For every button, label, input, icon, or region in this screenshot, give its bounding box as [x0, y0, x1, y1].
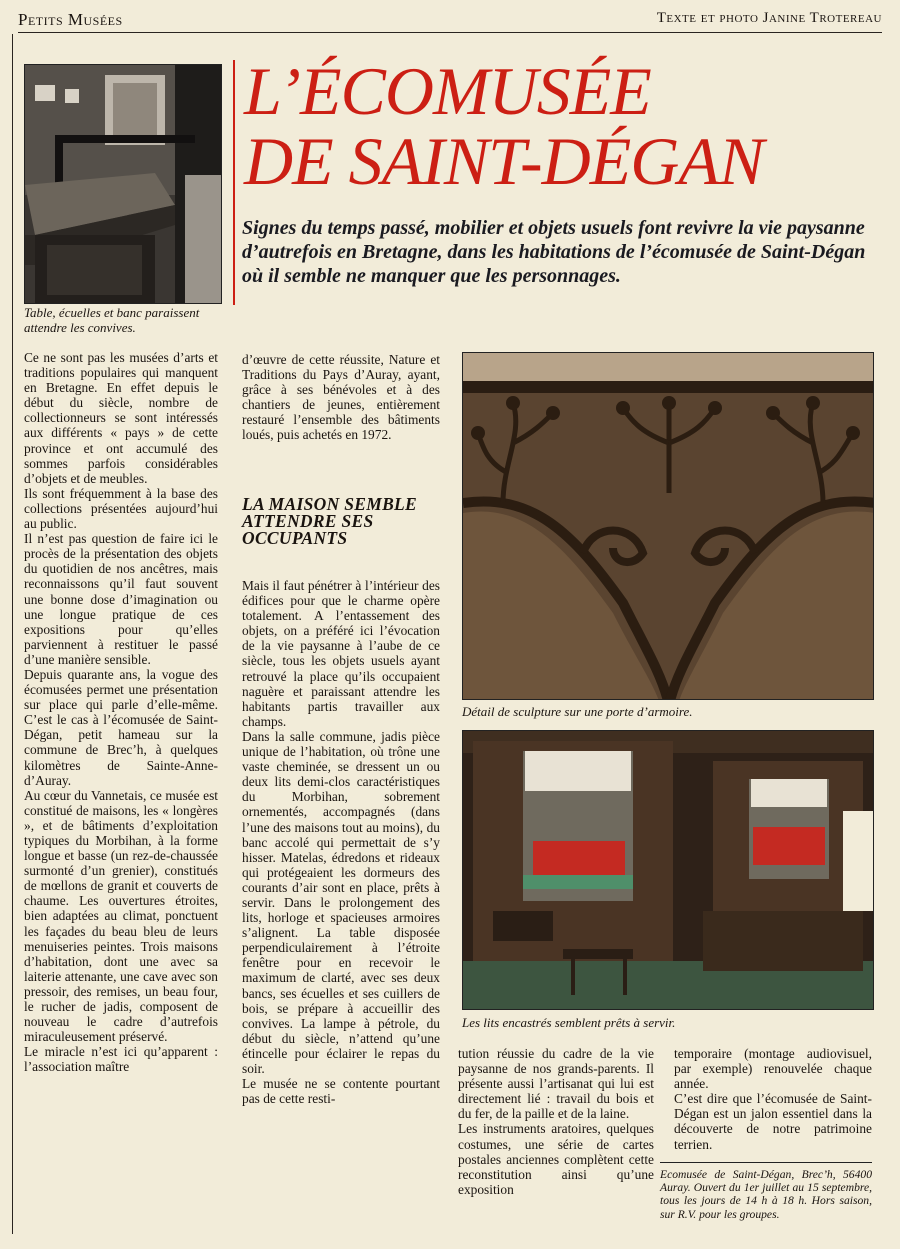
text-column-1: [24, 350, 218, 1075]
text-column-2a: [242, 352, 440, 443]
article-title: [244, 53, 884, 199]
title-rule: [233, 60, 235, 305]
text-column-3: [458, 1046, 654, 1197]
photo-carved-armoire: [462, 352, 874, 700]
section-label: Petits Musées: [18, 10, 123, 29]
text-column-4: [674, 1046, 872, 1152]
paragraph: d’œuvre de cette réussite, Nature et Traditions du Pays d’Auray, ayant, grâce à ses bénévoles et à des chantiers de jeunes, entièrement restauré l’ensemble des bâtiments loués, puis achetés en 1972.: [242, 352, 440, 443]
title-line-2: DE SAINT-DÉGAN: [244, 123, 764, 199]
paragraph: Le musée ne se contente pourtant pas de cette resti-: [242, 1076, 440, 1107]
paragraph: Il n’est pas question de faire ici le procès de la présentation des objets du quotidien de nos ancêtres, mais reconnaissons qu’il faut souvent une bonne dose d’imagination ou une longue pratique de ces expositions pour qu’elles parviennent à restituer le passé d’une manière sensible.: [24, 531, 218, 667]
paragraph: Dans la salle commune, jadis pièce unique de l’habitation, où trône une vaste cheminée, se dressent un ou deux lits demi-clos caractéristiques du Morbihan, sobrement ornementés, accompagnés (dans l’une des maisons tout au moins), du banc accolé qui permettait de s’y hisser. Matelas, édredons et rideaux qui protégeaient les dormeurs des courants d’air sont en place, prêts à servir. Dans le prolongement des lits, horloge et spacieuses armoires s’alignent. La table disposée perpendiculairement à l’étroite fenêtre pour en recevoir le maximum de clarté, avec ses deux bancs, ses écuelles et ses cuillers de bois, se prépare à accueillir des convives. La lampe à pétrole, du début du siècle, n’attend qu’une étincelle pour éclairer le repas du soir.: [242, 728, 440, 1076]
text-column-2b: [242, 578, 440, 1106]
paragraph: Les instruments aratoires, quelques costumes, une série de cartes postales anciennes complètent cette reconstitution ainsi qu’une exposition: [458, 1121, 654, 1197]
paragraph: tution réussie du cadre de la vie paysanne de nos grands-parents. Il présente aussi l’artisanat qui lui est directement lié : travail du bois et du fer, de la paille et de la laine.: [458, 1046, 654, 1122]
museum-info-box: Ecomusée de Saint-Dégan, Brec’h, 56400 Auray. Ouvert du 1er juillet au 15 septembre, tous les jours de 14 h à 18 h. Hors saison, sur R.V. pour les groupes.: [660, 1162, 872, 1221]
photo-box-beds: [462, 730, 874, 1010]
author-credit: Texte et photo Janine Trotereau: [656, 10, 882, 26]
paragraph: Mais il faut pénétrer à l’intérieur des édifices pour que le charme opère totalement. A l’entassement des objets, on a préféré ici l’évocation de la vie paysanne à l’aube de ce siècle, tous les objets usuels ayant retrouvé la place qu’ils occupaient naguère et paraissant attendre les habitants partis travailler aux champs.: [242, 578, 440, 729]
paragraph: Depuis quarante ans, la vogue des écomusées permet une présentation sur place qui parle d’elle-même. C’est le cas à l’écomusée de Saint-Dégan, petit hameau sur la commune de Brec’h, à quelques kilomètres de Sainte-Anne-d’Auray.: [24, 666, 218, 788]
paragraph: Ce ne sont pas les musées d’arts et traditions populaires qui manquent en Bretagne. En effet depuis le début du siècle, nombre de collectionneurs se sont intéressés aux différents « pays » de cette province et ont accumulé des sommes parfois considérables d’objets et de meubles.: [24, 350, 218, 486]
page-border: [12, 34, 17, 1234]
caption-photo-2: Détail de sculpture sur une porte d’armoire.: [462, 704, 693, 719]
title-line-1: L’ÉCOMUSÉE: [244, 53, 651, 129]
article-lead: Signes du temps passé, mobilier et objets usuels font revivre la vie paysanne d’autrefois en Bretagne, dans les habitations de l’écomusée de Saint-Dégan où il semble ne manquer que les personnages.: [242, 217, 866, 287]
caption-photo-3: Les lits encastrés semblent prêts à servir.: [462, 1015, 676, 1030]
paragraph: temporaire (montage audiovisuel, par exemple) renouvelée chaque année.: [674, 1046, 872, 1092]
subheading: LA MAISON SEMBLE ATTENDRE SES OCCUPANTS: [242, 494, 417, 548]
paragraph: Ils sont fréquemment à la base des collections présentées aujourd’hui au public.: [24, 485, 218, 532]
page-header: [18, 8, 882, 33]
paragraph: C’est dire que l’écomusée de Saint-Dégan est un jalon essentiel dans la découverte de notre patrimoine terrien.: [674, 1091, 872, 1152]
caption-photo-1: Table, écuelles et banc paraissent attendre les convives.: [24, 305, 200, 335]
paragraph: Au cœur du Vannetais, ce musée est constitué de maisons, les « longères », et de bâtiments d’exploitation typiques du Morbihan, à la forme longue et basse (un rez-de-chaussée surmonté d’un grenier), constitués de mœllons de granit et couverts de chaume. Les ouvertures étroites, bien adaptées au climat, ponctuent les façades du beau bleu de leurs menuiseries peintes. Trois maisons d’habitation, dont une avec sa laiterie attenante, une cave avec son pressoir, des remises, un beau four, le rucher de jadis, composent de nouveau le cadre d’autrefois miraculeusement préservé.: [24, 787, 218, 1045]
paragraph: Le miracle n’est ici qu’apparent : l’association maître: [24, 1044, 218, 1075]
photo-table-bench: [24, 64, 222, 304]
